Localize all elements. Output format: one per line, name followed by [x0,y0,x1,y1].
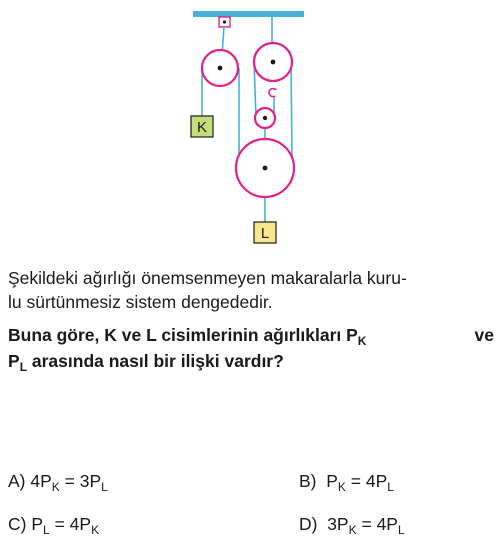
option-a[interactable] [8,470,108,492]
option-sub: L [397,523,405,537]
option-sub: L [387,480,394,494]
option-sub: K [51,480,60,494]
question-text-end: ve [474,325,494,345]
question-line-2 [8,349,494,373]
option-sub: K [337,480,346,494]
option-letter: A) [8,471,26,491]
option-letter: B) [299,471,317,491]
question-text: Buna göre, K ve L cisimlerinin ağırlıkları P [8,325,358,345]
pulley-system-figure [0,0,499,260]
hook [269,89,276,97]
block-l-label: L [260,225,270,242]
option-sub: L [101,480,108,494]
question-text: arasında nasıl bir ilişki vardır? [27,351,284,371]
option-sub: L [43,523,50,537]
option-c[interactable] [8,513,99,535]
option-text: = 4P [49,514,92,534]
option-d[interactable] [299,513,405,535]
option-text: P [26,514,44,534]
option-text: = 4P [356,514,398,534]
option-letter: D) [299,514,318,534]
stem-line-2: lu sürtünmesiz sistem dengededir. [8,292,273,312]
subscript-l: L [19,360,28,374]
option-sub: K [91,523,100,537]
option-text: = 3P [59,471,102,491]
option-letter: C) [8,514,27,534]
question-text: P [8,351,20,371]
option-text: 3P [317,514,349,534]
option-text: = 4P [345,471,388,491]
question-line-1 [8,323,494,347]
option-text: P [316,471,338,491]
option-sub: K [348,523,357,537]
option-text: 4P [25,471,52,491]
ceiling-bar [193,11,304,17]
subscript-k: K [357,334,367,348]
stem-line-1: Şekildeki ağırlığı önemsenmeyen makaralarla kuru- [8,268,407,288]
block-k-label: K [196,119,208,136]
option-b[interactable] [299,470,394,492]
